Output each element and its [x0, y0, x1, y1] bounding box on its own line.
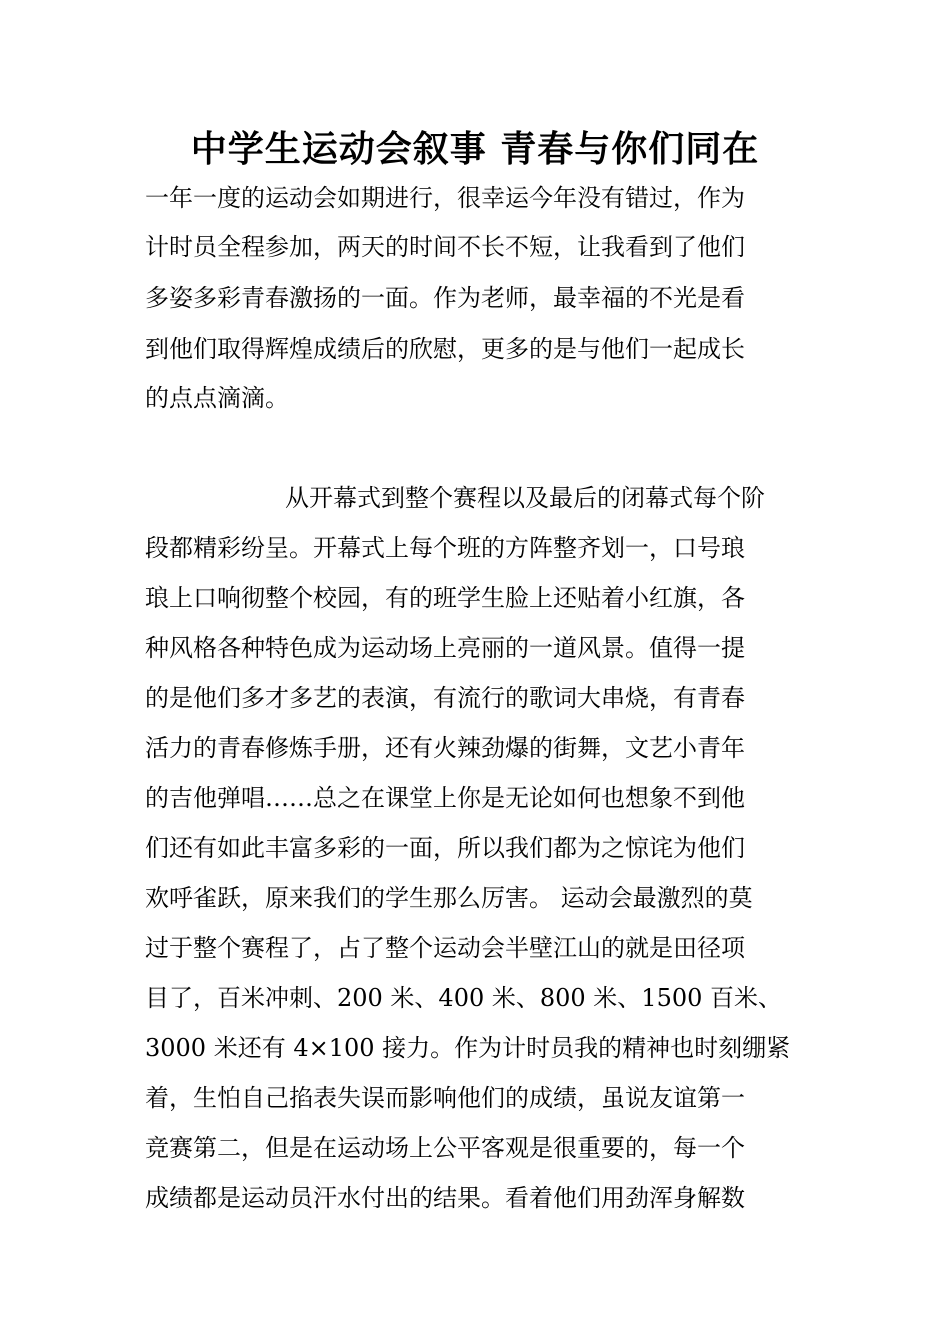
paragraph-line: 的吉他弹唱……总之在课堂上你是无论如何也想象不到他: [145, 784, 745, 812]
paragraph-line: 过于整个赛程了，占了整个运动会半壁江山的就是田径项: [145, 934, 745, 962]
paragraph-line: 一年一度的运动会如期进行，很幸运今年没有错过，作为: [145, 184, 745, 212]
paragraph-line: 竞赛第二，但是在运动场上公平客观是很重要的，每一个: [145, 1134, 745, 1162]
paragraph-line: 的是他们多才多艺的表演，有流行的歌词大串烧，有青春: [145, 684, 745, 712]
paragraph-line: 3000 米还有 4×100 接力。作为计时员我的精神也时刻绷紧: [145, 1034, 791, 1062]
paragraph-line: 目了，百米冲刺、200 米、400 米、800 米、1500 百米、: [145, 984, 783, 1012]
paragraph-line: 着，生怕自己掐表失误而影响他们的成绩，虽说友谊第一: [145, 1084, 745, 1112]
paragraph-line: 计时员全程参加，两天的时间不长不短，让我看到了他们: [145, 233, 745, 261]
paragraph-line: 活力的青春修炼手册，还有火辣劲爆的街舞，文艺小青年: [145, 734, 745, 762]
paragraph-line: 们还有如此丰富多彩的一面，所以我们都为之惊诧为他们: [145, 834, 745, 862]
paragraph-line: 的点点滴滴。: [145, 384, 289, 412]
paragraph-line: 从开幕式到整个赛程以及最后的闭幕式每个阶: [285, 484, 765, 512]
paragraph-line: 欢呼雀跃，原来我们的学生那么厉害。 运动会最激烈的莫: [145, 884, 753, 912]
document-title: 中学生运动会叙事 青春与你们同在: [190, 129, 760, 170]
paragraph-line: 多姿多彩青春激扬的一面。作为老师，最幸福的不光是看: [145, 284, 745, 312]
paragraph-line: 琅上口响彻整个校园，有的班学生脸上还贴着小红旗，各: [145, 584, 745, 612]
paragraph-line: 种风格各种特色成为运动场上亮丽的一道风景。值得一提: [145, 634, 745, 662]
paragraph-line: 到他们取得辉煌成绩后的欣慰，更多的是与他们一起成长: [145, 335, 745, 363]
paragraph-line: 段都精彩纷呈。开幕式上每个班的方阵整齐划一，口号琅: [145, 534, 745, 562]
paragraph-line: 成绩都是运动员汗水付出的结果。看着他们用劲浑身解数: [145, 1184, 745, 1212]
